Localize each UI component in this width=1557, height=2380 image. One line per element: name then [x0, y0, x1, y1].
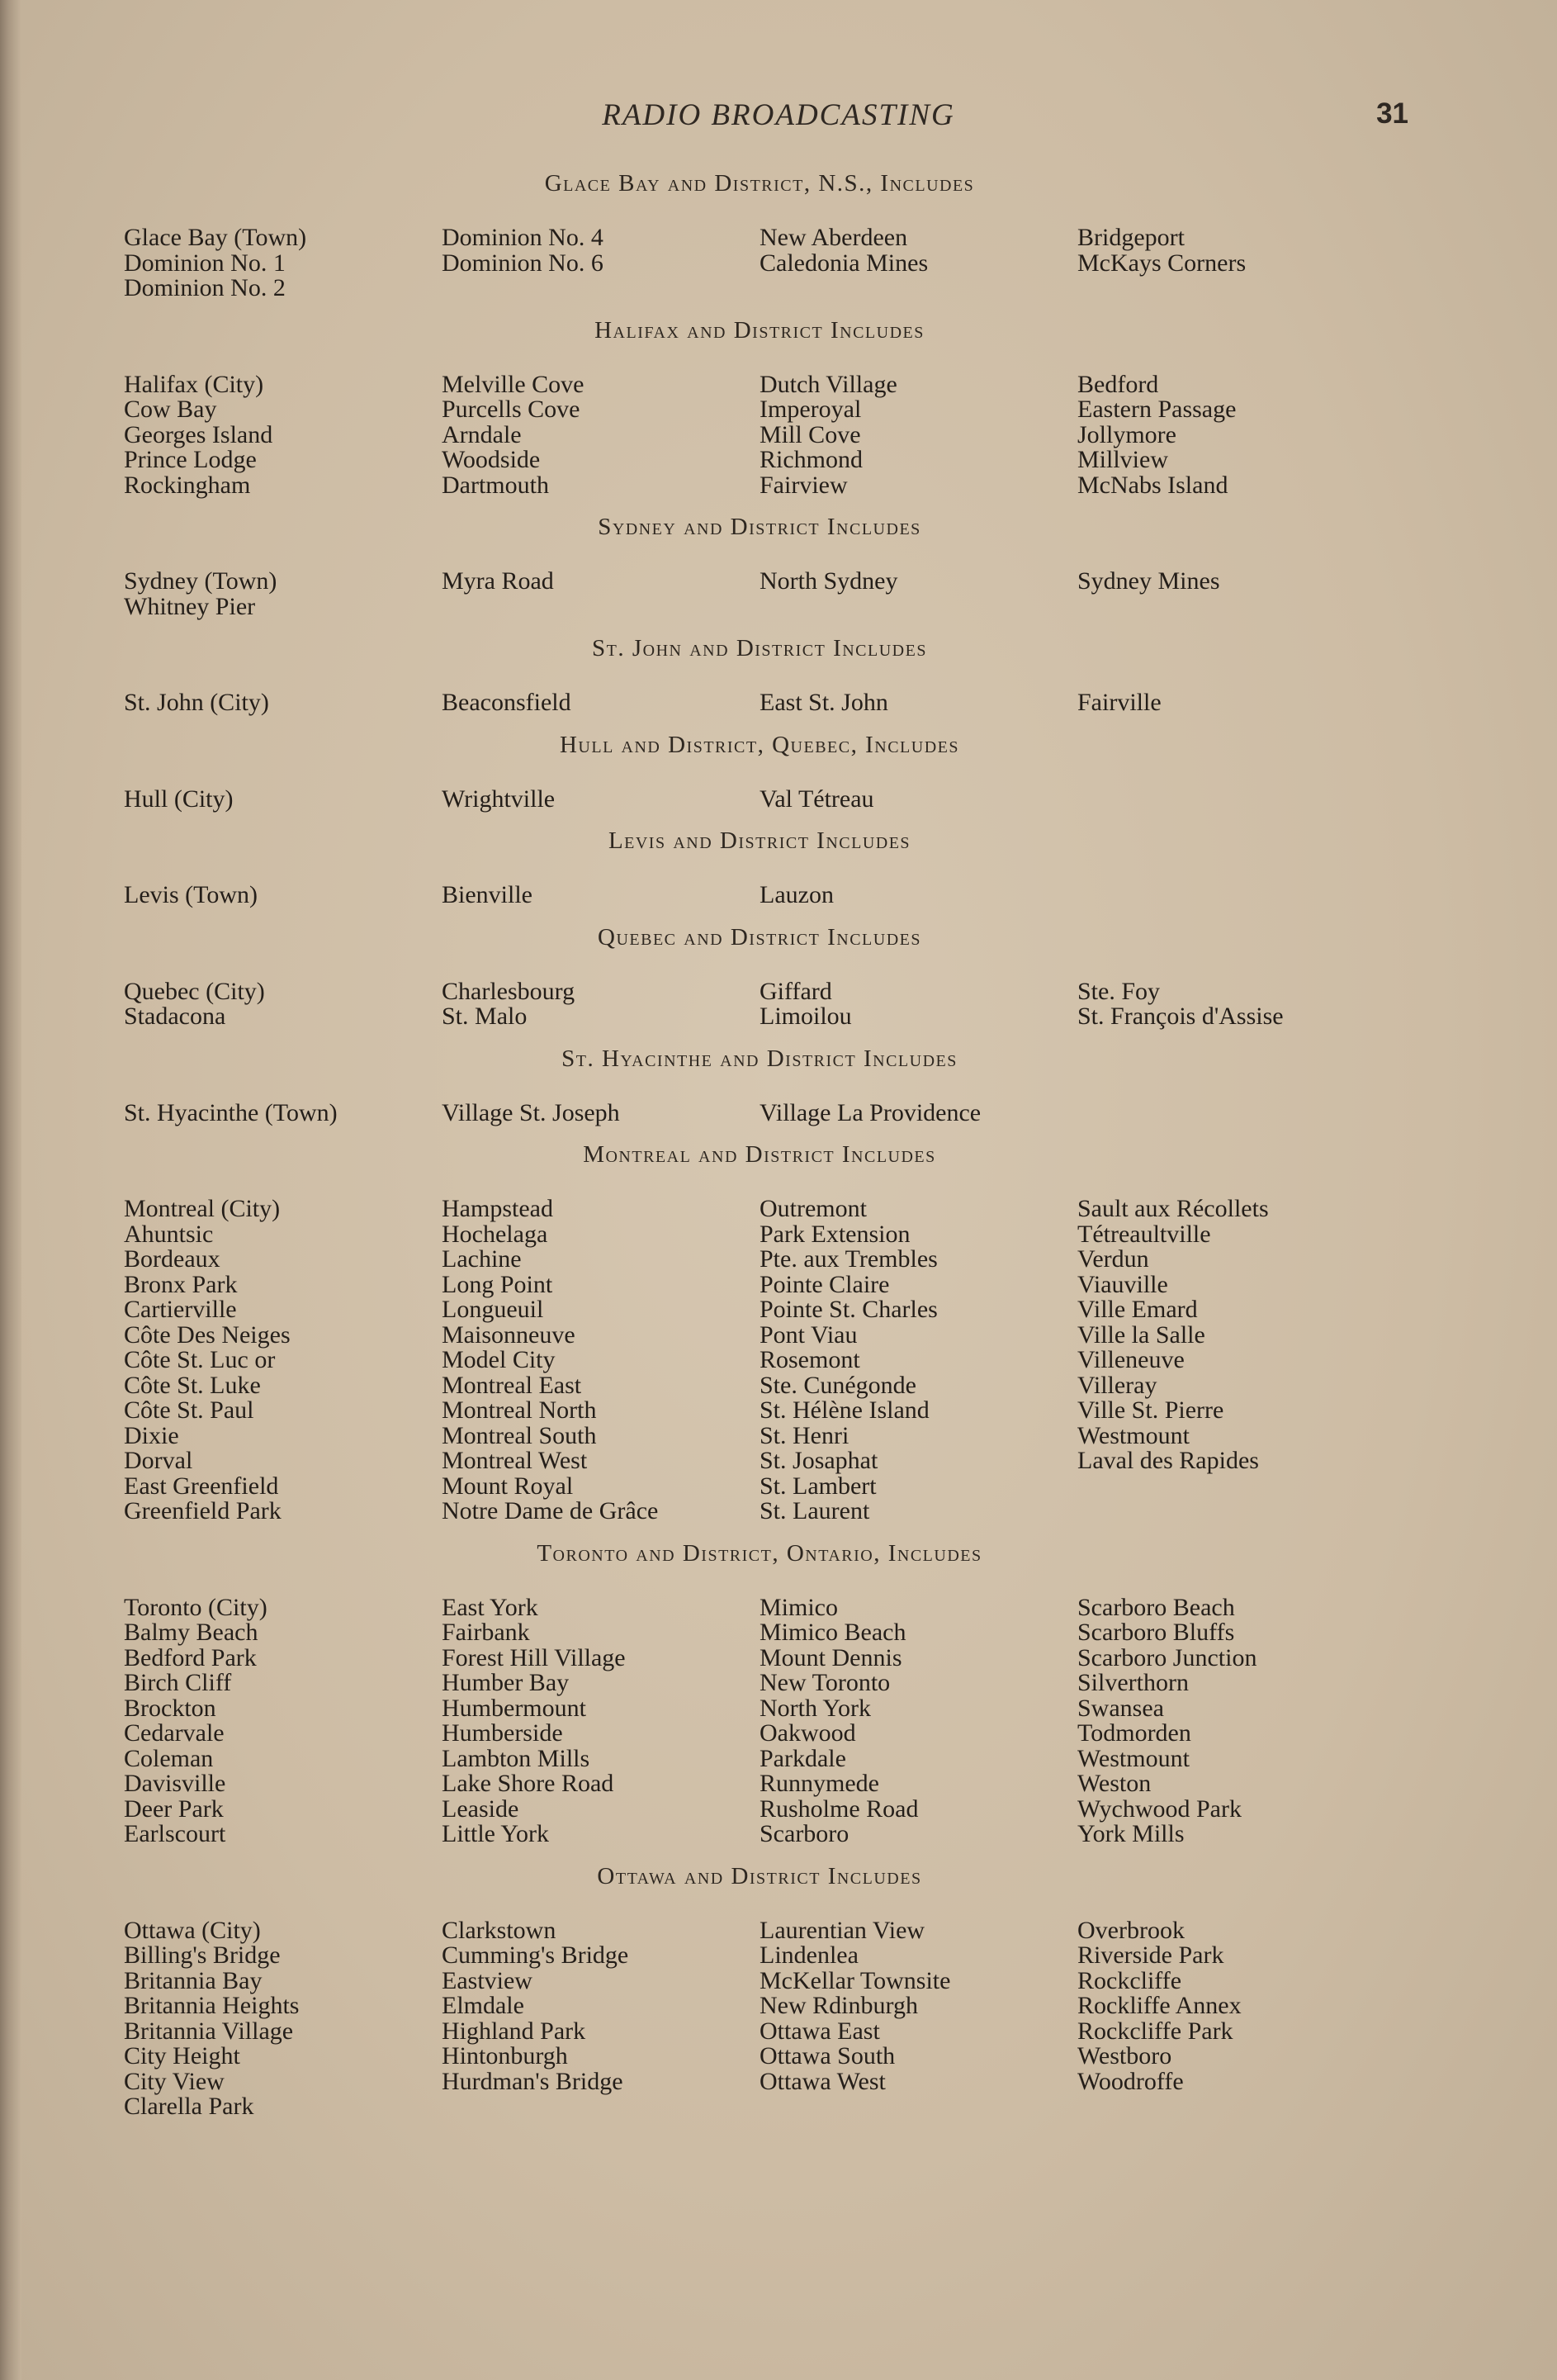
place-name: Sydney (Town) — [124, 567, 277, 595]
place-name: Earlscourt — [124, 1820, 226, 1847]
district-title: Glace Bay and District, N.S., Includes — [544, 170, 975, 197]
place-name: Lake Shore Road — [442, 1770, 614, 1797]
district-section — [124, 1862, 1395, 2120]
page-spine-shadow — [0, 0, 21, 2380]
place-name: Westboro — [1077, 2042, 1172, 2069]
place-columns — [124, 1098, 1395, 1126]
place-name: Long Point — [442, 1270, 553, 1298]
place-column — [442, 372, 760, 499]
place-name: Sydney Mines — [1077, 567, 1220, 595]
place-name: Scarboro Junction — [1077, 1643, 1257, 1671]
place-columns — [124, 690, 1395, 716]
place-column — [124, 787, 442, 813]
place-name: St. Henri — [760, 1421, 849, 1449]
place-name: Jollymore — [1077, 420, 1176, 448]
place-name: Cumming's Bridge — [442, 1941, 629, 1969]
place-name: Pte. aux Trembles — [760, 1245, 938, 1273]
place-name: St. Hélène Island — [760, 1396, 930, 1424]
place-name: Ville Emard — [1077, 1296, 1198, 1323]
place-name: Millview — [1077, 446, 1168, 473]
place-name: Mount Dennis — [760, 1643, 902, 1671]
district-title: Toronto and District, Ontario, Includes — [537, 1539, 982, 1567]
place-name: Georges Island — [124, 420, 273, 448]
place-name: Rockliffe Annex — [1077, 1992, 1242, 2019]
place-name: Maisonneuve — [442, 1320, 575, 1349]
place-name: Cow Bay — [124, 396, 217, 423]
place-name: Mimico — [760, 1593, 838, 1621]
place-name: Scarboro Beach — [1077, 1593, 1235, 1621]
place-name: Leaside — [442, 1794, 519, 1823]
district-title: Ottawa and District Includes — [597, 1862, 922, 1889]
place-name: Mill Cove — [760, 420, 861, 448]
place-name: Caledonia Mines — [760, 249, 929, 277]
place-name: Purcells Cove — [442, 396, 580, 423]
place-name: Silverthorn — [1077, 1669, 1189, 1696]
place-name: Côte St. Paul — [124, 1396, 254, 1424]
place-name: Deer Park — [124, 1794, 224, 1823]
place-name: Limoilou — [760, 1003, 852, 1030]
place-name: Billing's Bridge — [124, 1941, 281, 1969]
place-name: Clarkstown — [442, 1916, 556, 1944]
place-column — [760, 569, 1077, 619]
place-name: East St. John — [760, 689, 888, 716]
place-name: Bienville — [442, 881, 532, 908]
district-section — [124, 513, 1395, 619]
place-name: St. Malo — [442, 1003, 528, 1030]
place-name: Whitney Pier — [124, 592, 256, 620]
place-column — [1077, 1101, 1395, 1126]
place-column — [1077, 372, 1395, 499]
district-section — [124, 1045, 1395, 1126]
place-name: Fairview — [760, 471, 848, 499]
place-column — [124, 883, 442, 908]
place-name: Montreal (City) — [124, 1195, 281, 1222]
place-name: Dartmouth — [442, 471, 549, 499]
place-name: Balmy Beach — [124, 1619, 258, 1646]
place-column — [1077, 1197, 1395, 1524]
place-column — [442, 225, 760, 301]
place-name: Lachine — [442, 1245, 522, 1273]
place-name: Sault aux Récollets — [1077, 1195, 1269, 1222]
place-name: Quebec (City) — [124, 977, 265, 1005]
place-column — [1077, 979, 1395, 1030]
place-name: Myra Road — [442, 567, 554, 595]
place-name: Davisville — [124, 1770, 226, 1797]
place-name: Bordeaux — [124, 1245, 220, 1273]
place-name: Britannia Bay — [124, 1966, 263, 1994]
place-name: Overbrook — [1077, 1916, 1185, 1944]
place-name: St. Laurent — [760, 1497, 870, 1524]
place-name: New Aberdeen — [760, 224, 908, 251]
place-column — [124, 1197, 442, 1524]
place-name: Bedford Park — [124, 1643, 257, 1671]
place-name: Prince Lodge — [124, 446, 257, 473]
district-title: St. Hyacinthe and District Includes — [561, 1045, 958, 1072]
place-column — [442, 690, 760, 716]
place-column — [442, 1918, 760, 2120]
place-name: Weston — [1077, 1770, 1152, 1797]
place-name: McKellar Townsite — [760, 1966, 951, 1994]
place-name: Fairbank — [442, 1619, 530, 1646]
place-name: Lambton Mills — [442, 1744, 590, 1772]
place-name: Birch Cliff — [124, 1669, 232, 1696]
place-column — [124, 569, 442, 619]
place-name: St. John (City) — [124, 689, 269, 716]
place-name: Little York — [442, 1820, 550, 1847]
place-name: Stadacona — [124, 1003, 226, 1030]
place-name: Bedford — [1077, 370, 1159, 398]
place-name: York Mills — [1077, 1820, 1185, 1847]
place-columns — [124, 225, 1395, 301]
place-name: Giffard — [760, 977, 832, 1005]
place-name: Forest Hill Village — [442, 1643, 626, 1671]
place-columns — [124, 787, 1395, 813]
place-name: Montreal North — [442, 1396, 597, 1424]
district-section — [124, 731, 1395, 813]
place-columns — [124, 883, 1395, 908]
place-name: Clarella Park — [124, 2093, 254, 2120]
place-column — [1077, 1918, 1395, 2120]
place-name: Eastern Passage — [1077, 396, 1237, 423]
place-column — [442, 1197, 760, 1524]
place-name: North York — [760, 1694, 872, 1722]
district-title: St. John and District Includes — [592, 635, 927, 661]
place-name: Village St. Joseph — [442, 1098, 620, 1126]
place-name: New Rdinburgh — [760, 1992, 918, 2019]
place-name: Ottawa (City) — [124, 1916, 261, 1944]
place-name: Pointe Claire — [760, 1270, 890, 1298]
place-column — [442, 1595, 760, 1847]
place-column — [1077, 690, 1395, 716]
place-columns — [124, 1918, 1395, 2120]
place-name: Rockcliffe — [1077, 1966, 1182, 1994]
place-name: City View — [124, 2067, 225, 2095]
place-column — [760, 1595, 1077, 1847]
place-name: Dixie — [124, 1421, 179, 1449]
place-name: Scarboro Bluffs — [1077, 1619, 1235, 1646]
place-name: Westmount — [1077, 1421, 1190, 1449]
place-column — [760, 1197, 1077, 1524]
place-name: Dominion No. 6 — [442, 249, 603, 277]
place-name: Ottawa West — [760, 2067, 886, 2095]
place-name: Toronto (City) — [124, 1593, 267, 1621]
place-name: Côte Des Neiges — [124, 1320, 291, 1349]
place-name: McKays Corners — [1077, 249, 1247, 277]
place-name: Lauzon — [760, 881, 834, 908]
place-name: Côte St. Luke — [124, 1371, 261, 1399]
place-name: Wychwood Park — [1077, 1794, 1242, 1823]
place-name: Halifax (City) — [124, 370, 264, 398]
place-name: Cedarvale — [124, 1719, 225, 1747]
place-column — [760, 787, 1077, 813]
place-column — [1077, 569, 1395, 619]
place-name: Lindenlea — [760, 1941, 859, 1969]
place-name: Rockingham — [124, 471, 251, 499]
place-name: Val Tétreau — [760, 785, 874, 813]
place-name: Highland Park — [442, 2017, 586, 2045]
place-name: Charlesbourg — [442, 977, 575, 1005]
place-column — [442, 979, 760, 1030]
place-name: East Greenfield — [124, 1472, 279, 1500]
district-section — [124, 827, 1395, 908]
district-title: Hull and District, Quebec, Includes — [559, 731, 960, 758]
place-name: Riverside Park — [1077, 1941, 1224, 1969]
place-name: Village La Providence — [760, 1098, 982, 1126]
place-name: Beaconsfield — [442, 689, 571, 716]
place-name: Humbermount — [442, 1694, 586, 1722]
place-name: Hintonburgh — [442, 2042, 568, 2069]
place-name: Hull (City) — [124, 785, 234, 813]
place-name: Ste. Foy — [1077, 977, 1161, 1005]
place-name: Viauville — [1077, 1270, 1168, 1298]
place-name: Montreal East — [442, 1371, 582, 1399]
place-name: Notre Dame de Grâce — [442, 1497, 659, 1524]
place-name: Oakwood — [760, 1719, 856, 1747]
place-name: Greenfield Park — [124, 1497, 282, 1524]
district-section — [124, 1539, 1395, 1847]
place-name: Ahuntsic — [124, 1220, 214, 1248]
place-column — [442, 787, 760, 813]
place-column — [442, 569, 760, 619]
page-number: 31 — [1376, 97, 1408, 130]
place-columns — [124, 1197, 1395, 1524]
place-name: Dorval — [124, 1447, 193, 1474]
district-section — [124, 1140, 1395, 1524]
place-name: St. Lambert — [760, 1472, 877, 1500]
place-name: Wrightville — [442, 785, 556, 813]
place-name: Ottawa South — [760, 2042, 896, 2069]
place-column — [760, 225, 1077, 301]
district-section — [124, 169, 1395, 301]
place-column — [124, 1595, 442, 1847]
place-name: Humber Bay — [442, 1669, 570, 1696]
place-columns — [124, 1595, 1395, 1847]
place-column — [442, 883, 760, 908]
place-name: Villeray — [1077, 1371, 1157, 1399]
place-name: Pont Viau — [760, 1320, 858, 1349]
place-name: Imperoyal — [760, 396, 862, 423]
place-name: Dutch Village — [760, 370, 897, 398]
place-name: East York — [442, 1593, 538, 1621]
place-name: Cartierville — [124, 1296, 237, 1323]
place-name: St. François d'Assise — [1077, 1003, 1284, 1030]
place-name: Melville Cove — [442, 370, 584, 398]
place-name: Ville la Salle — [1077, 1320, 1205, 1349]
place-column — [760, 1918, 1077, 2120]
place-name: Elmdale — [442, 1992, 524, 2019]
place-column — [760, 372, 1077, 499]
district-title: Montreal and District Includes — [583, 1141, 936, 1168]
place-column — [1077, 1595, 1395, 1847]
place-name: Rusholme Road — [760, 1794, 919, 1823]
district-listing — [124, 169, 1395, 2135]
place-name: Tétreaultville — [1077, 1220, 1211, 1248]
place-name: Hochelaga — [442, 1220, 548, 1248]
page-header — [0, 97, 1557, 139]
place-column — [1077, 883, 1395, 908]
place-name: Côte St. Luc or — [124, 1346, 276, 1373]
place-column — [124, 690, 442, 716]
district-section — [124, 923, 1395, 1030]
place-column — [442, 1098, 760, 1126]
place-name: Dominion No. 4 — [442, 224, 603, 251]
place-column — [124, 1918, 442, 2120]
place-name: Coleman — [124, 1744, 214, 1772]
place-name: Villeneuve — [1077, 1346, 1185, 1373]
place-name: Westmount — [1077, 1744, 1190, 1772]
place-name: Verdun — [1077, 1245, 1149, 1273]
district-title: Levis and District Includes — [608, 827, 911, 854]
place-name: Rosemont — [760, 1346, 860, 1373]
place-name: Woodside — [442, 446, 541, 473]
place-name: Levis (Town) — [124, 881, 258, 908]
place-name: Mount Royal — [442, 1472, 574, 1500]
place-name: Dominion No. 2 — [124, 274, 286, 301]
place-columns — [124, 979, 1395, 1030]
place-name: Dominion No. 1 — [124, 249, 286, 277]
place-column — [760, 979, 1077, 1030]
place-column — [124, 372, 442, 499]
place-column — [1077, 225, 1395, 301]
place-name: Brockton — [124, 1694, 216, 1722]
place-name: City Height — [124, 2042, 240, 2069]
place-column — [124, 1098, 442, 1126]
place-name: St. Hyacinthe (Town) — [124, 1098, 338, 1126]
district-title: Quebec and District Includes — [598, 923, 921, 951]
district-section — [124, 316, 1395, 499]
place-name: Glace Bay (Town) — [124, 224, 307, 251]
place-name: Ville St. Pierre — [1077, 1396, 1224, 1424]
place-name: St. Josaphat — [760, 1447, 878, 1474]
district-section — [124, 634, 1395, 716]
place-name: Britannia Heights — [124, 1992, 300, 2019]
place-name: Laurentian View — [760, 1916, 925, 1944]
place-name: Laval des Rapides — [1077, 1447, 1259, 1474]
district-title: Sydney and District Includes — [598, 514, 921, 540]
place-column — [760, 690, 1077, 716]
running-title: RADIO BROADCASTING — [602, 98, 955, 132]
place-columns — [124, 372, 1395, 499]
place-name: Park Extension — [760, 1220, 911, 1248]
place-column — [760, 1098, 1077, 1126]
place-name: Pointe St. Charles — [760, 1296, 938, 1323]
place-column — [124, 225, 442, 301]
place-name: New Toronto — [760, 1669, 891, 1696]
place-column — [124, 979, 442, 1030]
place-column — [1077, 787, 1395, 813]
district-title: Halifax and District Includes — [594, 316, 925, 344]
place-name: Hurdman's Bridge — [442, 2067, 623, 2095]
place-name: Britannia Village — [124, 2017, 294, 2045]
place-columns — [124, 569, 1395, 619]
place-name: McNabs Island — [1077, 471, 1228, 499]
place-name: Todmorden — [1077, 1719, 1191, 1747]
place-name: Rockcliffe Park — [1077, 2017, 1233, 2045]
place-name: North Sydney — [760, 567, 898, 595]
place-name: Woodroffe — [1077, 2067, 1184, 2095]
place-name: Ottawa East — [760, 2017, 880, 2045]
place-name: Bridgeport — [1077, 224, 1185, 251]
place-name: Hampstead — [442, 1195, 553, 1222]
place-name: Scarboro — [760, 1820, 849, 1847]
place-name: Mimico Beach — [760, 1619, 906, 1646]
place-name: Ste. Cunégonde — [760, 1371, 916, 1399]
place-name: Parkdale — [760, 1744, 846, 1772]
place-name: Montreal South — [442, 1421, 597, 1449]
place-name: Swansea — [1077, 1694, 1164, 1722]
place-name: Outremont — [760, 1195, 867, 1222]
place-name: Arndale — [442, 420, 522, 448]
place-name: Bronx Park — [124, 1270, 238, 1298]
place-name: Longueuil — [442, 1296, 544, 1323]
place-name: Fairville — [1077, 689, 1162, 716]
place-name: Model City — [442, 1346, 556, 1373]
place-column — [760, 883, 1077, 908]
place-name: Richmond — [760, 446, 863, 473]
place-name: Montreal West — [442, 1447, 588, 1474]
place-name: Runnymede — [760, 1770, 879, 1797]
place-name: Eastview — [442, 1966, 532, 1994]
place-name: Humberside — [442, 1719, 563, 1747]
